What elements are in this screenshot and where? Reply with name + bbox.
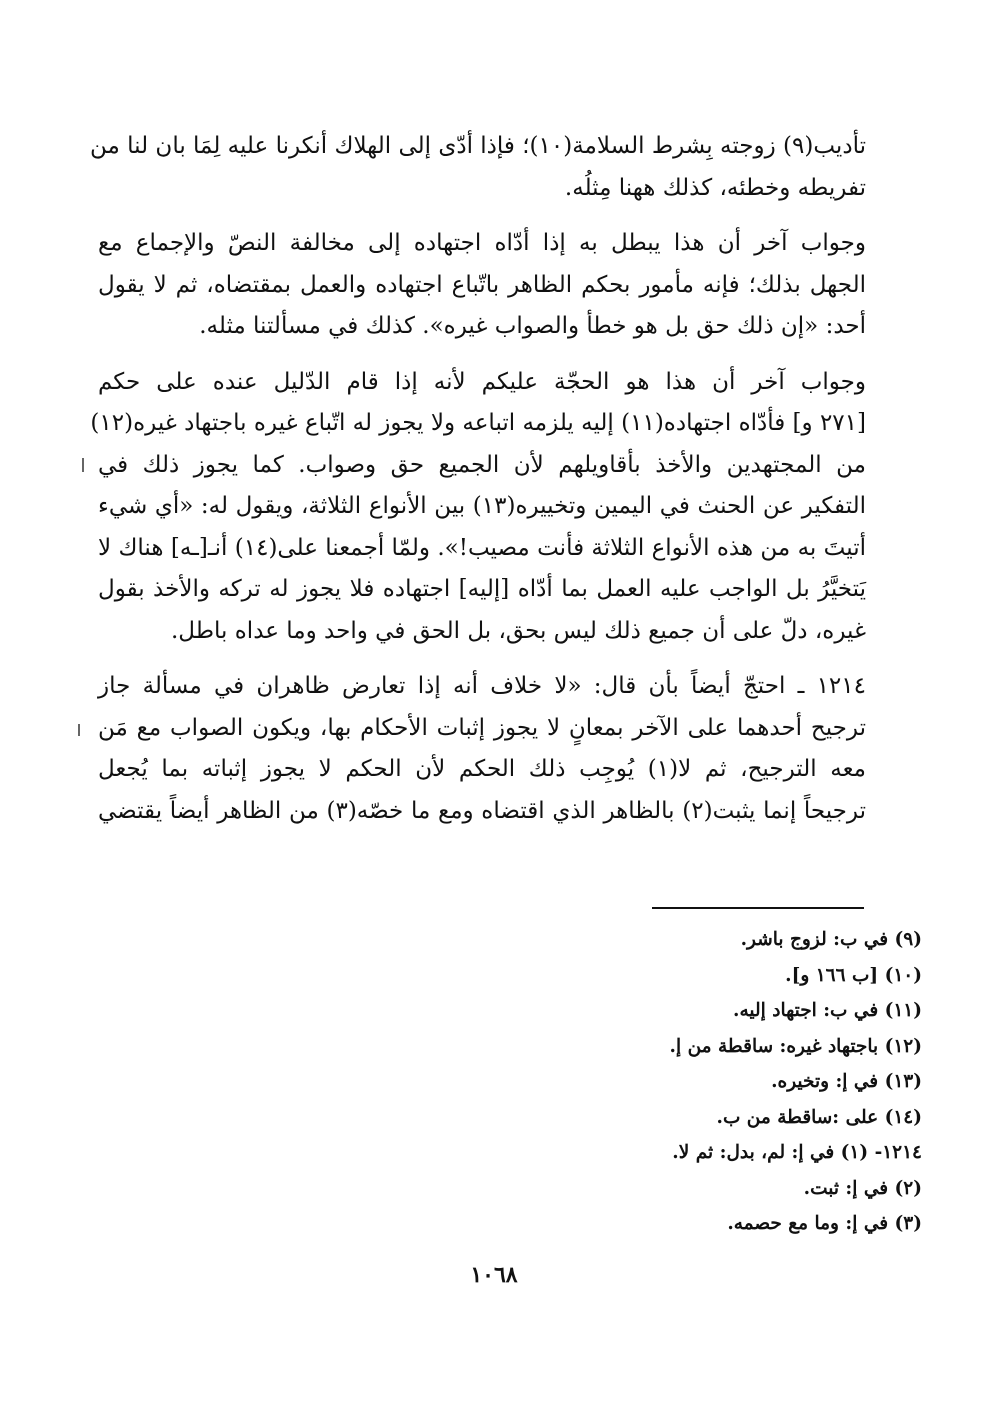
paragraph-gap xyxy=(98,209,866,223)
margin-mark xyxy=(82,458,84,472)
footnote-text: (١٠) [ب ١٦٦ و]. xyxy=(785,964,922,986)
text-line: وجواب آخر أن هذا يبطل به إذا أدّاه اجتهاده إلى مخالفة النصّ والإجماع مع xyxy=(98,230,866,256)
text-line: من المجتهدين والأخذ بأقاويلهم لأن الجميع حق وصواب. كما يجوز ذلك في xyxy=(98,451,866,478)
footnote xyxy=(502,1064,922,1100)
text-line: أحد: «إن ذلك حق بل هو خطأ والصواب غيره». كذلك في مسألتنا مثله. xyxy=(199,313,866,339)
footnote xyxy=(502,993,922,1029)
text-line: تفريطه وخطئه، كذلك ههنا مِثلُه. xyxy=(564,174,866,201)
margin-mark xyxy=(78,724,80,736)
paragraph-gap xyxy=(98,348,866,362)
footnote-text: (١٣) في إ: وتخيره. xyxy=(771,1071,922,1092)
text-line: ١٢١٤ ـ احتجّ أيضاً بأن قال: «لا خلاف أنه إذا تعارض ظاهران في مسألة جاز xyxy=(98,673,866,699)
page-number: ١٠٦٨ xyxy=(470,1262,518,1288)
footnote xyxy=(502,922,922,958)
text-line: التفكير عن الحنث في اليمين وتخييره(١٣) بين الأنواع الثلاثة، ويقول له: «أي شيء xyxy=(98,493,867,519)
text-line: تأديب(٩) زوجته بِشرط السلامة(١٠)؛ فإذا أدّى إلى الهلاك أنكرنا عليه لِمَا بان لنا من xyxy=(90,133,866,159)
footnote-text: (٩) في ب: لزوج باشر. xyxy=(740,929,922,950)
text-line: أتيتَ به من هذه الأنواع الثلاثة فأنت مصيب!». ولمّا أجمعنا على(١٤) أنـ[ـه] هناك لا xyxy=(98,534,866,561)
footnote-text: (١١) في ب: اجتهاد إليه. xyxy=(733,1000,922,1021)
text-line: الجهل بذلك؛ فإنه مأمور بحكم الظاهر باتّباع اجتهاده والعمل بمقتضاه، ثم لا يقول xyxy=(98,271,866,298)
text-line: ترجيح أحدهما على الآخر بمعانٍ لا يجوز إثبات الأحكام بها، ويكون الصواب مع مَن xyxy=(98,714,866,741)
text-line: وجواب آخر أن هذا هو الحجّة عليكم لأنه إذا قام الدّليل عنده على حكم xyxy=(98,368,866,395)
footnote-text: (١٢) باجتهاد غيره: ساقطة من إ. xyxy=(669,1035,922,1057)
footnote-text: (١) في إ: لم، بدل: ثم لا. xyxy=(672,1142,875,1163)
footnote xyxy=(502,1135,922,1171)
footnote xyxy=(502,1029,922,1065)
footnote xyxy=(502,1171,922,1207)
footnote-section-number: ١٢١٤- xyxy=(874,1142,922,1163)
footnote xyxy=(502,1206,922,1242)
text-line: [٢٧١ و] فأدّاه اجتهاده(١١) إليه يلزمه اتباعه ولا يجوز له اتّباع غيره باجتهاد غيره(١٢) xyxy=(90,410,866,436)
text-line: يَتخيَّرُ بل الواجب عليه العمل بما أدّاه [إليه] اجتهاده فلا يجوز له تركه والأخذ بقول xyxy=(98,576,866,602)
text-line: ترجيحاً إنما يثبت(٢) بالظاهر الذي اقتضاه ومع ما خصّه(٣) من الظاهر أيضاً يقتضي xyxy=(98,797,866,824)
main-text xyxy=(90,126,867,832)
footnote-separator xyxy=(652,907,864,909)
footnotes xyxy=(502,922,922,1242)
footnote-text: (١٤) على :ساقطة من ب. xyxy=(716,1106,922,1128)
text-line: معه الترجيح، ثم لا(١) يُوجِب ذلك الحكم لأن الحكم لا يجوز إثباته بما يُجعل xyxy=(98,756,866,782)
text-line: غيره، دلّ على أن جميع ذلك ليس بحق، بل الحق في واحد وما عداه باطل. xyxy=(171,617,866,644)
footnote xyxy=(502,958,922,994)
footnote-text: (٣) في إ: وما مع حصمه. xyxy=(727,1213,922,1234)
paragraph-gap xyxy=(98,652,866,666)
footnote xyxy=(502,1100,922,1136)
footnote-text: (٢) في إ: ثبت. xyxy=(803,1177,922,1199)
